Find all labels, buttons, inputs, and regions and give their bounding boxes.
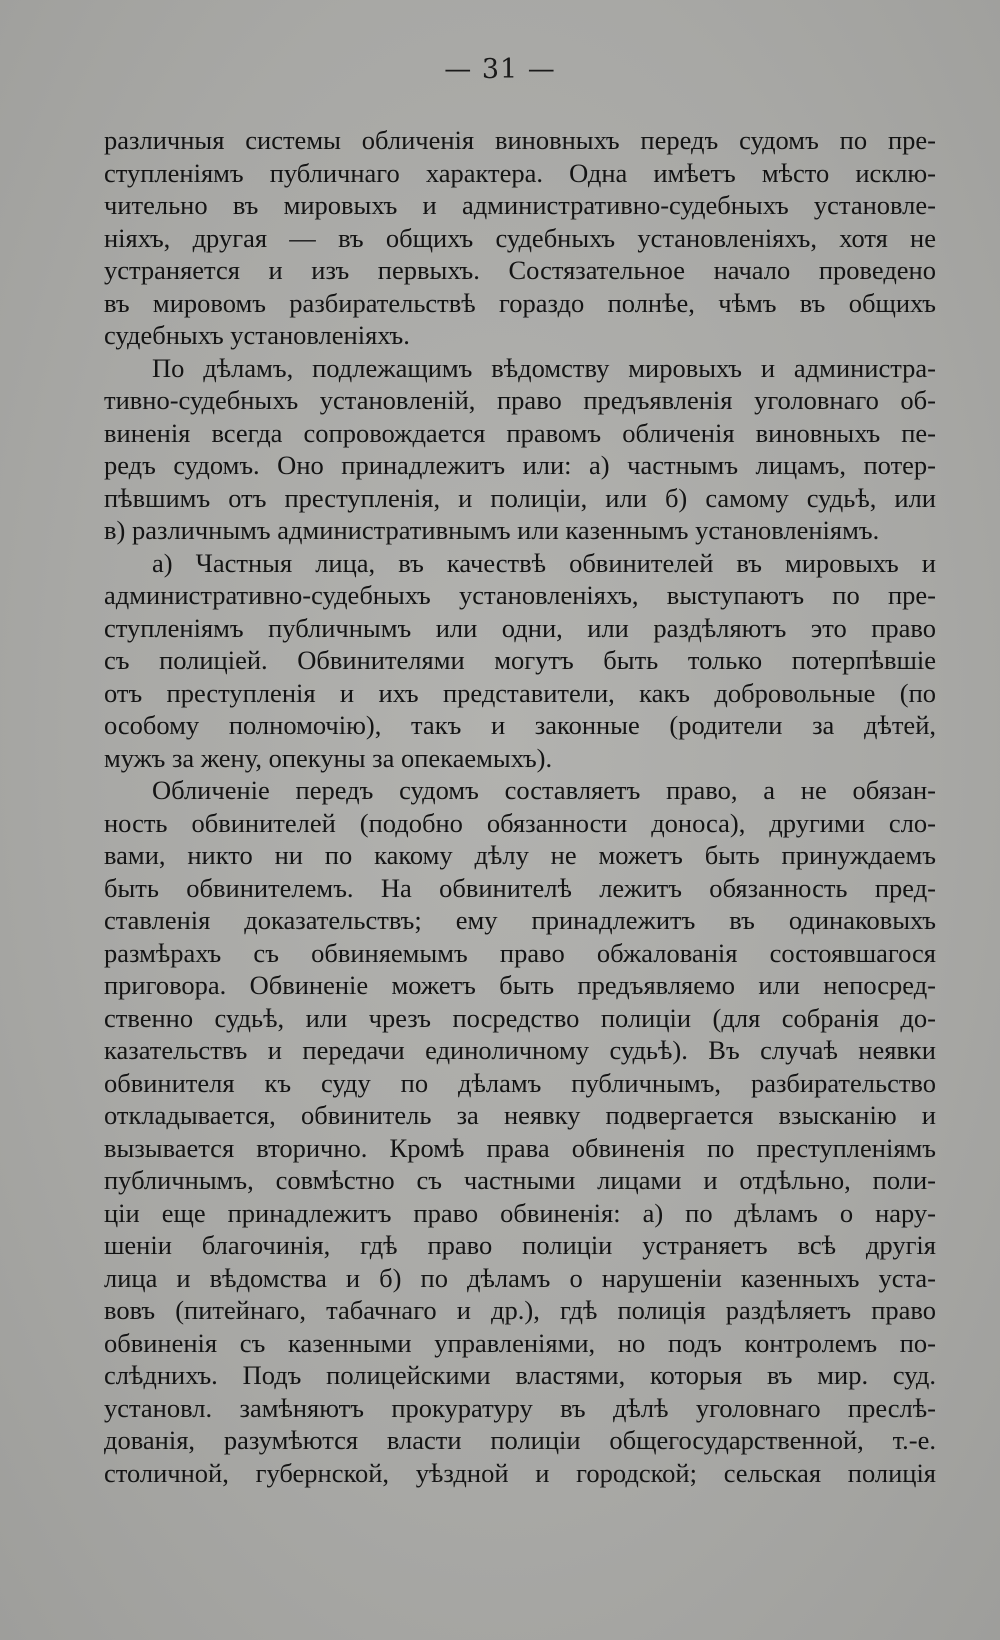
text-line: устраняется и изъ первыхъ. Состязательное начало проведено [104,255,936,285]
text-line: различныя системы обличенія виновныхъ передъ судомъ по пре- [104,125,936,155]
text-line: чительно въ мировыхъ и административно-судебныхъ установле- [104,190,936,220]
text-line: ставленія доказательствъ; ему принадлежитъ въ одинаковыхъ [104,905,936,935]
text-line: быть обвинителемъ. На обвинителѣ лежитъ обязанность пред- [104,872,936,903]
text-line: мужъ за жену, опекуны за опекаемыхъ). [104,742,553,773]
text-line: лица и вѣдомства и б) по дѣламъ о нарушеніи казенныхъ уста- [104,1262,936,1293]
body-text [104,124,936,1489]
text-line: а) Частныя лица, въ качествѣ обвинителей въ мировыхъ и [152,547,936,578]
text-line: особому полномочію), такъ и законные (родители за дѣтей, [104,710,936,740]
text-line: съ полиціей. Обвинителями могутъ быть только потерпѣвшіе [104,645,936,675]
text-line: вами, никто ни по какому дѣлу не можетъ быть принуждаемъ [104,840,936,870]
text-line: в) различнымъ административнымъ или казеннымъ установленіямъ. [104,515,880,545]
text-line: ственно судьѣ, или чрезъ посредство полиціи (для собранія до- [104,1002,936,1033]
text-line: ступленіямъ публичнаго характера. Одна имѣетъ мѣсто исклю- [104,157,936,188]
text-line: ціи еще принадлежитъ право обвиненія: а) по дѣламъ о нару- [104,1197,936,1228]
text-line: отъ преступленія и ихъ представители, какъ добровольные (по [104,677,936,708]
text-line: дованія, разумѣются власти полиціи общегосударственной, т.-е. [104,1425,936,1455]
text-line: публичнымъ, совмѣстно съ частными лицами и отдѣльно, поли- [104,1165,936,1195]
page-number: — 31 — [444,54,556,85]
text-line: вовъ (питейнаго, табачнаго и др.), гдѣ полиція раздѣляетъ право [104,1295,936,1325]
text-line: слѣднихъ. Подъ полицейскими властями, которыя въ мир. суд. [104,1360,936,1390]
text-line: пѣвшимъ отъ преступленія, и полиціи, или б) самому судьѣ, или [104,482,936,513]
text-line: столичной, губернской, уѣздной и городской; сельская полиція [104,1457,936,1488]
text-line: обвиненія съ казенными управленіями, но подъ контролемъ по- [104,1327,936,1358]
text-line: вызывается вторично. Кромѣ права обвиненія по преступленіямъ [104,1132,936,1163]
text-line: казательствъ и передачи единоличному судьѣ). Въ случаѣ неявки [104,1035,936,1065]
text-line: редъ судомъ. Оно принадлежитъ или: а) частнымъ лицамъ, потер- [104,450,936,480]
text-line: откладывается, обвинитель за неявку подвергается взысканію и [104,1100,936,1130]
text-line: Обличеніе передъ судомъ составляетъ право, а не обязан- [152,775,936,805]
text-line: тивно-судебныхъ установленій, право предъявленія уголовнаго об- [104,385,936,415]
text-line: установл. замѣняютъ прокуратуру въ дѣлѣ уголовнаго преслѣ- [104,1392,936,1423]
text-line: размѣрахъ съ обвиняемымъ право обжалованія состоявшагося [104,937,936,968]
text-line: виненія всегда сопровождается правомъ обличенія виновныхъ пе- [104,417,936,448]
text-line: По дѣламъ, подлежащимъ вѣдомству мировыхъ и администра- [152,352,936,383]
text-line: обвинителя къ суду по дѣламъ публичнымъ, разбирательство [104,1067,936,1098]
text-line: ступленіямъ публичнымъ или одни, или раздѣляютъ это право [104,612,936,643]
text-line: въ мировомъ разбирательствѣ гораздо полнѣе, чѣмъ въ общихъ [104,287,936,318]
text-line: ніяхъ, другая — въ общихъ судебныхъ установленіяхъ, хотя не [104,222,936,253]
text-line: ность обвинителей (подобно обязанности доноса), другими сло- [104,807,936,838]
text-line: шеніи благочинія, гдѣ право полиціи устраняетъ всѣ другія [104,1230,936,1260]
text-line: приговора. Обвиненіе можетъ быть предъявляемо или непосред- [104,970,936,1000]
text-line: судебныхъ установленіяхъ. [104,320,410,350]
text-line: административно-судебныхъ установленіяхъ, выступаютъ по пре- [104,580,936,610]
